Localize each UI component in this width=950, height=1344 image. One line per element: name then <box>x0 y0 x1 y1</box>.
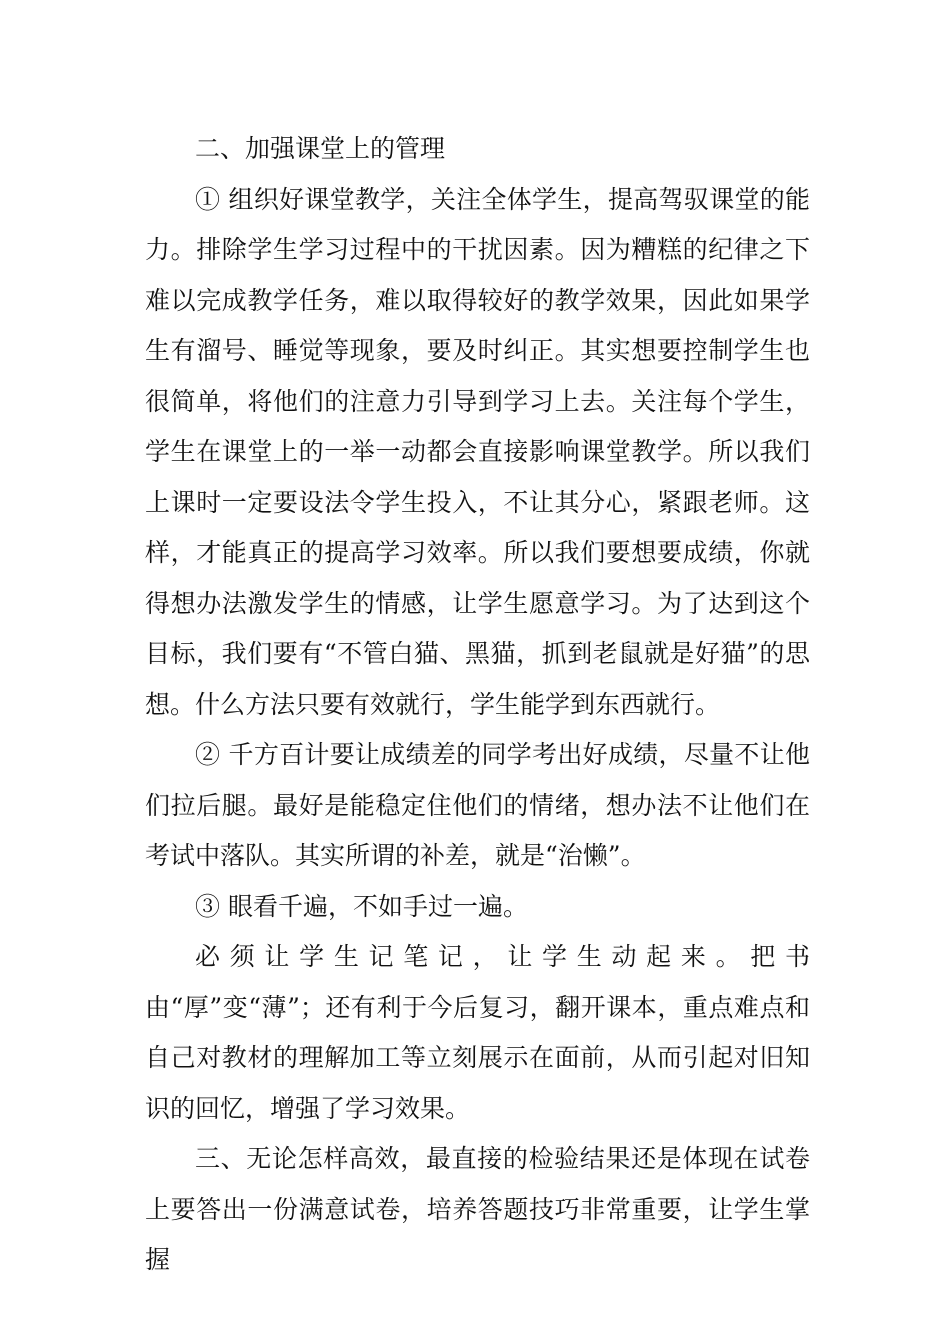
paragraph-item-2: ② 千方百计要让成绩差的同学考出好成绩，尽量不让他们拉后腿。最好是能稳定住他们的情绪，想办法不让他们在考试中落队。其实所谓的补差，就是“治懒”。 <box>145 740 810 870</box>
section-heading-2: 二、加强课堂上的管理 <box>195 134 446 163</box>
document-body <box>145 124 810 1286</box>
paragraph-item-1: ① 组织好课堂教学，关注全体学生，提高驾驭课堂的能力。排除学生学习过程中的干扰因素。因为糟糕的纪律之下难以完成教学任务，难以取得较好的教学效果，因此如果学生有溜号、睡觉等现象，要及时纠正。其实想要控制学生也很简单，将他们的注意力引导到学习上去。关注每个学生，学生在课堂上的一举一动都会直接影响课堂教学。所以我们上课时一定要设法令学生投入，不让其分心，紧跟老师。这样，才能真正的提高学习效率。所以我们要想要成绩，你就得想办法激发学生的情感，让学生愿意学习。为了达到这个目标，我们要有“不管白猫、黑猫，抓到老鼠就是好猫”的思想。什么方法只要有效就行，学生能学到东西就行。 <box>145 184 810 719</box>
section-heading-3: 三、无论怎样高效，最直接的检验结果还是体现在试卷上要答出一份满意试卷，培养答题技巧非常重要，让学生掌握 <box>145 1144 810 1274</box>
paragraph-item-3: ③ 眼看千遍，不如手过一遍。 <box>195 891 528 921</box>
paragraph-notes: 必须让学生记笔记，让学生动起来。把书由“厚”变“薄”；还有利于今后复习，翻开课本，重点难点和自己对教材的理解加工等立刻展示在面前，从而引起对旧知识的回忆，增强了学习效果。 <box>145 942 810 1123</box>
